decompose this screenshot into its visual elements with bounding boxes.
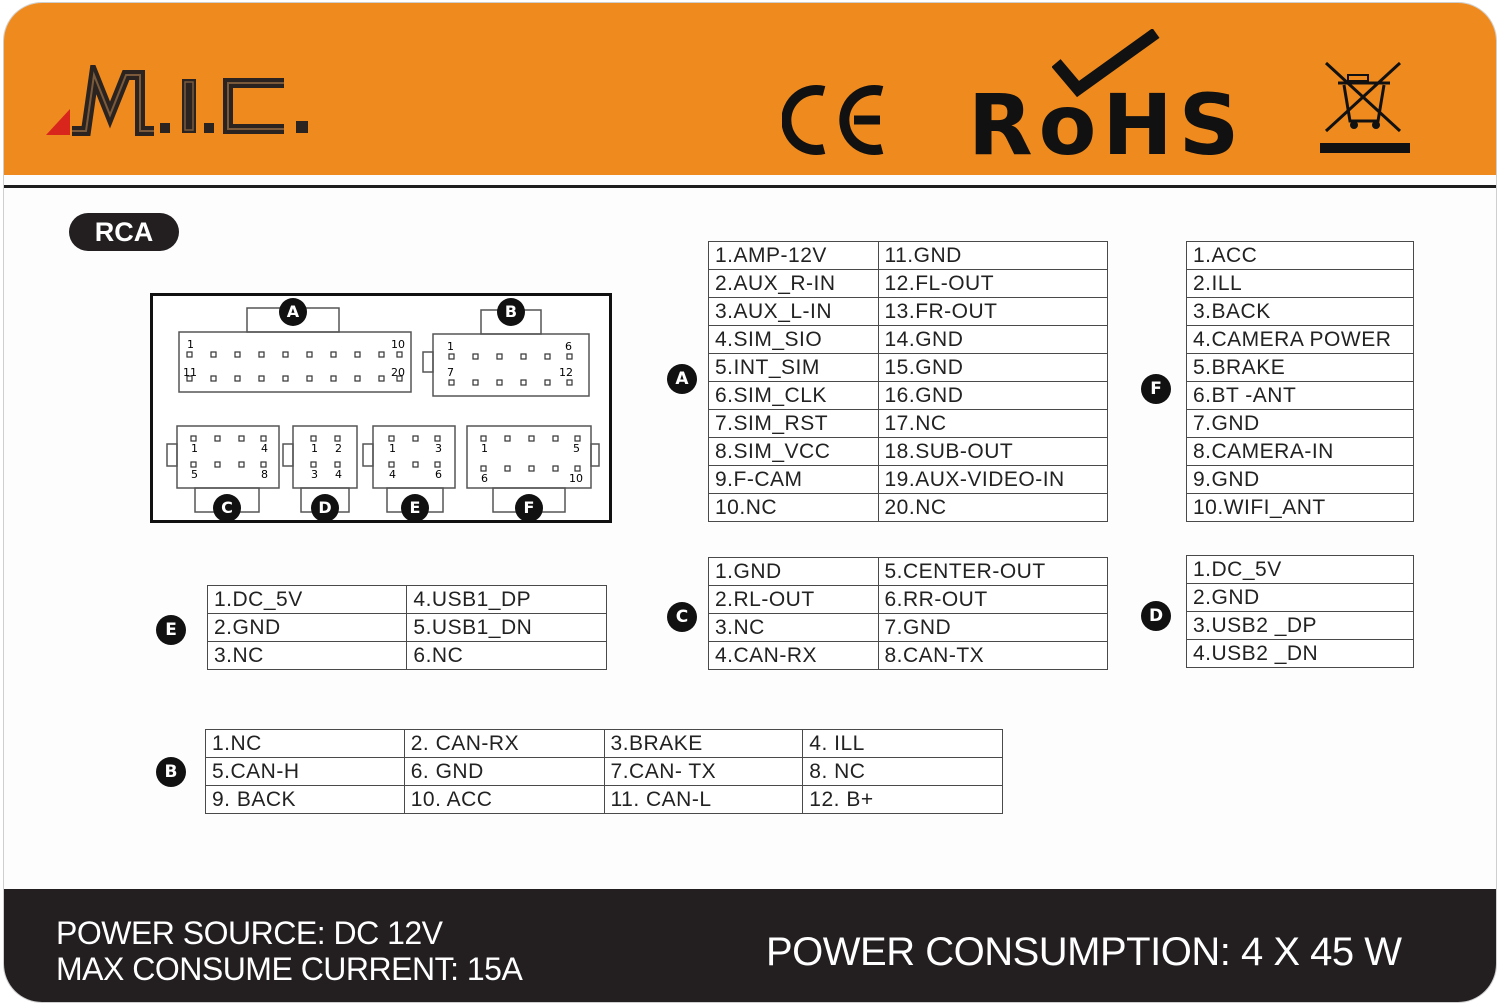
table-row	[709, 494, 1108, 522]
pin-cell: 4.CAN-RX	[709, 642, 879, 670]
brand-logo	[44, 65, 374, 139]
pin-cell: 7.GND	[1187, 410, 1414, 438]
pin-cell: 9. BACK	[206, 786, 405, 814]
pin-cell: 4.CAMERA POWER	[1187, 326, 1414, 354]
table-row	[1187, 640, 1414, 668]
connector-f-label: F	[515, 494, 543, 522]
table-row	[1187, 242, 1414, 270]
pin-cell: 3.USB2 _DP	[1187, 612, 1414, 640]
pin-label: 10	[391, 338, 405, 351]
pin-cell: 1.NC	[206, 730, 405, 758]
pin-cell: 2.ILL	[1187, 270, 1414, 298]
table-row	[206, 758, 1003, 786]
pin-cell: 1.DC_5V	[208, 586, 407, 614]
pin-cell: 15.GND	[878, 354, 1108, 382]
table-row	[1187, 612, 1414, 640]
table-row	[206, 786, 1003, 814]
pin-cell: 20.NC	[878, 494, 1108, 522]
pin-cell: 9.GND	[1187, 466, 1414, 494]
table-d-badge: D	[1141, 601, 1171, 631]
pin-cell: 2. CAN-RX	[404, 730, 604, 758]
pin-cell: 1.DC_5V	[1187, 556, 1414, 584]
table-row	[208, 614, 607, 642]
pinout-table-b	[205, 729, 1003, 814]
pin-cell: 17.NC	[878, 410, 1108, 438]
header-divider	[4, 185, 1496, 188]
table-row	[709, 270, 1108, 298]
pin-label: 1	[389, 442, 396, 455]
table-a-badge: A	[667, 364, 697, 394]
pin-label: 1	[447, 340, 454, 353]
pin-label: 6	[565, 340, 572, 353]
connector-outlines	[153, 296, 609, 520]
pin-cell: 8.CAMERA-IN	[1187, 438, 1414, 466]
pin-label: 6	[435, 468, 442, 481]
pin-label: 4	[335, 468, 342, 481]
pin-cell: 1.ACC	[1187, 242, 1414, 270]
pin-cell: 4.SIM_SIO	[709, 326, 879, 354]
pin-label: 1	[481, 442, 488, 455]
table-row	[709, 354, 1108, 382]
pin-cell: 7.GND	[878, 614, 1108, 642]
spec-label	[4, 3, 1496, 1002]
pinout-table-c	[708, 557, 1108, 670]
pin-label: 12	[559, 366, 573, 379]
pin-cell: 5.USB1_DN	[407, 614, 607, 642]
table-row	[709, 558, 1108, 586]
pin-cell: 19.AUX-VIDEO-IN	[878, 466, 1108, 494]
pin-cell: 3.AUX_L-IN	[709, 298, 879, 326]
connector-d-label: D	[311, 494, 339, 522]
pin-cell: 3.NC	[208, 642, 407, 670]
pin-label: 1	[191, 442, 198, 455]
rca-label: RCA	[69, 213, 179, 251]
pin-cell: 5.CAN-H	[206, 758, 405, 786]
pin-label: 6	[481, 472, 488, 485]
connector-diagram	[150, 293, 612, 523]
pin-cell: 9.F-CAM	[709, 466, 879, 494]
pin-cell: 2.GND	[1187, 584, 1414, 612]
ce-mark	[782, 83, 894, 157]
max-current-text: MAX CONSUME CURRENT: 15A	[56, 951, 523, 987]
pin-cell: 14.GND	[878, 326, 1108, 354]
table-row	[1187, 410, 1414, 438]
table-row	[208, 586, 607, 614]
footer-band	[4, 889, 1496, 1002]
pin-cell: 4.USB1_DP	[407, 586, 607, 614]
table-b-badge: B	[156, 757, 186, 787]
pin-label: 8	[261, 468, 268, 481]
pin-cell: 5.INT_SIM	[709, 354, 879, 382]
table-row	[709, 642, 1108, 670]
table-e-badge: E	[156, 615, 186, 645]
table-row	[709, 326, 1108, 354]
pin-cell: 6.NC	[407, 642, 607, 670]
pin-cell: 11.GND	[878, 242, 1108, 270]
table-row	[709, 410, 1108, 438]
pin-label: 1	[311, 442, 318, 455]
pinout-table-e	[207, 585, 607, 670]
pinout-table-a	[708, 241, 1108, 522]
pin-cell: 2.GND	[208, 614, 407, 642]
pin-cell: 10. ACC	[404, 786, 604, 814]
table-row	[1187, 584, 1414, 612]
pin-cell: 8.CAN-TX	[878, 642, 1108, 670]
table-c-badge: C	[667, 602, 697, 632]
power-consumption-text: POWER CONSUMPTION: 4 X 45 W	[766, 930, 1402, 974]
pin-label: 11	[183, 366, 197, 379]
pin-cell: 12. B+	[803, 786, 1003, 814]
pin-cell: 11. CAN-L	[604, 786, 803, 814]
pin-cell: 3.NC	[709, 614, 879, 642]
pin-cell: 3.BRAKE	[604, 730, 803, 758]
pin-cell: 12.FL-OUT	[878, 270, 1108, 298]
crossed-out-bin-icon	[1320, 59, 1412, 159]
pin-label: 4	[389, 468, 396, 481]
connector-b-label: B	[497, 298, 525, 326]
pin-cell: 8.SIM_VCC	[709, 438, 879, 466]
pin-cell: 2.AUX_R-IN	[709, 270, 879, 298]
table-row	[709, 586, 1108, 614]
table-row	[709, 298, 1108, 326]
connector-c-label: C	[213, 494, 241, 522]
pin-label: 1	[187, 338, 194, 351]
table-row	[1187, 298, 1414, 326]
table-row	[208, 642, 607, 670]
table-row	[1187, 556, 1414, 584]
table-row	[709, 382, 1108, 410]
table-row	[1187, 466, 1414, 494]
pin-cell: 6.BT -ANT	[1187, 382, 1414, 410]
pin-cell: 5.CENTER-OUT	[878, 558, 1108, 586]
pin-cell: 10.WIFI_ANT	[1187, 494, 1414, 522]
pin-label: 3	[435, 442, 442, 455]
pin-cell: 6. GND	[404, 758, 604, 786]
table-row	[1187, 382, 1414, 410]
table-row	[1187, 326, 1414, 354]
pin-label: 10	[569, 472, 583, 485]
pin-label: 2	[335, 442, 342, 455]
pin-cell: 4. ILL	[803, 730, 1003, 758]
table-row	[1187, 354, 1414, 382]
table-row	[709, 614, 1108, 642]
table-row	[709, 242, 1108, 270]
connector-a-label: A	[279, 298, 307, 326]
pin-cell: 4.USB2 _DN	[1187, 640, 1414, 668]
pin-cell: 6.RR-OUT	[878, 586, 1108, 614]
connector-e-label: E	[401, 494, 429, 522]
pin-cell: 3.BACK	[1187, 298, 1414, 326]
power-source-text: POWER SOURCE: DC 12V	[56, 915, 443, 951]
table-row	[1187, 270, 1414, 298]
pin-cell: 7.CAN- TX	[604, 758, 803, 786]
pin-cell: 18.SUB-OUT	[878, 438, 1108, 466]
pin-cell: 13.FR-OUT	[878, 298, 1108, 326]
pin-label: 5	[191, 468, 198, 481]
pin-cell: 5.BRAKE	[1187, 354, 1414, 382]
pin-label: 3	[311, 468, 318, 481]
table-row	[206, 730, 1003, 758]
pin-cell: 16.GND	[878, 382, 1108, 410]
pin-cell: 1.AMP-12V	[709, 242, 879, 270]
table-row	[709, 438, 1108, 466]
pin-cell: 6.SIM_CLK	[709, 382, 879, 410]
table-row	[709, 466, 1108, 494]
table-f-badge: F	[1141, 374, 1171, 404]
pinout-table-d	[1186, 555, 1414, 668]
rohs-mark: RoHS	[968, 76, 1246, 174]
pin-cell: 10.NC	[709, 494, 879, 522]
pin-cell: 8. NC	[803, 758, 1003, 786]
pinout-table-f	[1186, 241, 1414, 522]
pin-cell: 7.SIM_RST	[709, 410, 879, 438]
pin-label: 7	[447, 366, 454, 379]
pin-cell: 1.GND	[709, 558, 879, 586]
pin-label: 5	[573, 442, 580, 455]
pin-cell: 2.RL-OUT	[709, 586, 879, 614]
pin-label: 20	[391, 366, 405, 379]
pin-label: 4	[261, 442, 268, 455]
table-row	[1187, 494, 1414, 522]
checkmark-icon	[1052, 29, 1162, 99]
table-row	[1187, 438, 1414, 466]
